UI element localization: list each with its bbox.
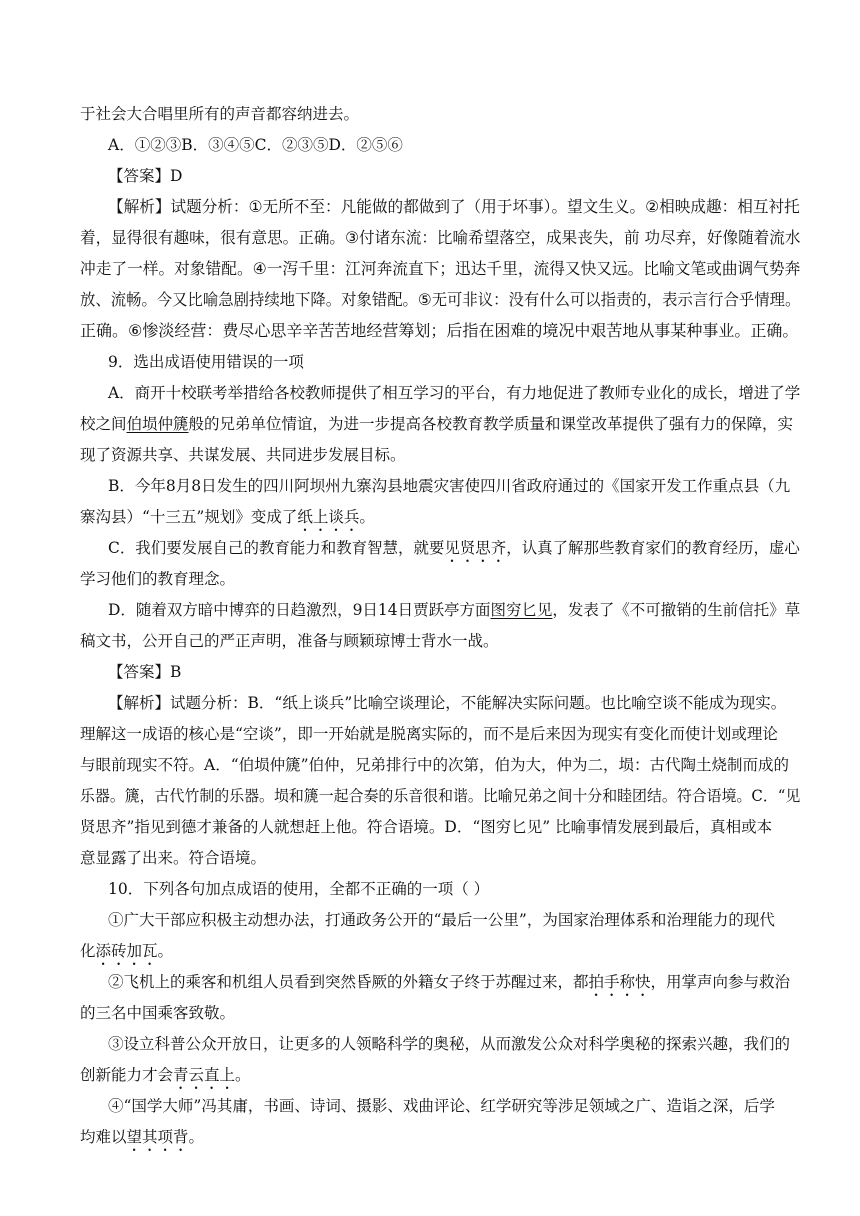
q9-option-a-line3: 现了资源共享、共谋发展、共同进步发展目标。 <box>80 446 406 464</box>
q9-stem: 9．选出成语使用错误的一项 <box>108 353 304 371</box>
q9-option-d-line2: 稿文书，公开自己的严正声明，准备与顾颖琼博士背水一战。 <box>80 632 499 650</box>
q8-analysis-line: 【解析】试题分析：①无所不至：凡能做的都做到了（用于坏事）。望文生义。②相映成趣：相互衬托 <box>108 197 800 216</box>
q9-explanation-line: 乐器。篪，古代竹制的乐器。埙和篪一起合奏的乐音很和谐。比喻兄弟之间十分和睦团结。符合语境。C．“见 <box>80 787 801 805</box>
q9-option-c-line2: 学习他们的教育理念。 <box>80 570 236 588</box>
q9-option-a-line2 <box>80 414 793 434</box>
dotted-idiom: 望其项背 <box>126 1128 189 1146</box>
text-run: 。 <box>188 1128 205 1146</box>
dotted-idiom: 纸上谈兵 <box>297 508 360 526</box>
q9-option-d <box>108 600 800 620</box>
q10-sentence-4: ④“国学大师”冯其庸，书画、诗词、摄影、戏曲评论、红学研究等涉足领域之广、造诣之深，后学 <box>108 1097 775 1115</box>
q10-sentence-4-line2 <box>80 1127 204 1155</box>
q9-option-b: B．今年8月8日发生的四川阿坝州九寨沟县地震灾害使四川省政府通过的《国家开发工作重点县（九 <box>108 477 791 495</box>
text-run: 寨沟县）“十三五”规划》变成了 <box>80 508 298 526</box>
dotted-idiom: 见贤思齐 <box>444 539 507 557</box>
q10-sentence-3-line2 <box>80 1065 251 1093</box>
text-run: ②飞机上的乘客和机组人员看到突然昏厥的外籍女子终于苏醒过来，都 <box>108 973 589 991</box>
text-run: 校之间 <box>80 415 127 433</box>
dotted-idiom: 添砖加瓦 <box>95 942 158 960</box>
dotted-idiom: 青云直上 <box>173 1066 236 1084</box>
text-run: 般的兄弟单位情谊，为进一步提高各校教育教学质量和课堂改革提供了强有力的保障，实 <box>188 415 794 433</box>
q10-sentence-2 <box>108 972 790 1000</box>
q8-answer: 【答案】D <box>108 167 183 185</box>
text-run: D．随着双方暗中博弈的日趋激烈，9日14日贾跃亭方面 <box>108 601 491 619</box>
text-run: 创新能力才会 <box>80 1066 174 1084</box>
q10-sentence-1: ①广大干部应积极主动想办法，打通政务公开的“最后一公里”，为国家治理体系和治理能力的现代 <box>108 911 775 929</box>
text-run: ，认真了解那些教育家们的教育经历，虚心 <box>506 539 800 557</box>
q9-option-c <box>108 538 800 566</box>
underlined-idiom: 伯埙仲篪 <box>126 415 189 433</box>
text-run: 。 <box>359 508 375 526</box>
q8-analysis-line: 正确。⑥惨淡经营：费尽心思辛辛苦苦地经营筹划；后指在困难的境况中艰苦地从事某种事业。正确。 <box>80 321 799 340</box>
dotted-idiom: 拍手称快 <box>588 973 651 991</box>
q8-analysis-line: 冲走了一样。对象错配。④一泻千里：江河奔流直下；迅达千里，流得又快又远。比喻文笔或曲调气势奔 <box>80 259 801 278</box>
q10-sentence-1-line2 <box>80 941 173 969</box>
text-run: C．我们要发展自己的教育能力和教育智慧，就要 <box>108 539 445 557</box>
q8-analysis-line: 着，显得很有趣味，很有意思。正确。③付诸东流：比喻希望落空，成果丧失，前 功尽弃，好像随着流水 <box>80 228 801 247</box>
text-run: 。 <box>157 942 174 960</box>
q9-explanation-line: 贤思齐”指见到德才兼备的人就想赶上他。符合语境。D．“图穷匕见” 比喻事情发展到最后，真相或本 <box>80 818 773 836</box>
text-run: 均难以 <box>80 1128 127 1146</box>
text-run: ，发表了《不可撤销的生前信托》草 <box>552 601 801 619</box>
q10-sentence-2-line2: 的三名中国乘客致敬。 <box>80 1004 236 1022</box>
q9-explanation-line: 【解析】试题分析：B．“纸上谈兵”比喻空谈理论，不能解决实际问题。也比喻空谈不能成为现实。 <box>108 694 787 712</box>
q9-option-a: A．商开十校联考举措给各校教师提供了相互学习的平台，有力地促进了教师专业化的成长，增进了学 <box>108 384 801 402</box>
q8-analysis-line: 放、流畅。今又比喻急剧持续地下降。对象错配。⑤无可非议：没有什么可以指责的，表示言行合乎情理。 <box>80 290 801 309</box>
underlined-idiom: 图穷匕见 <box>490 601 553 619</box>
text-run: ，用掌声向参与救治 <box>650 973 791 991</box>
q10-stem: 10．下列各句加点成语的使用，全都不正确的一项（ ） <box>108 880 490 898</box>
q9-explanation-line: 与眼前现实不符。A．“伯埙仲篪”伯仲，兄弟排行中的次第，伯为大，仲为二，埙：古代陶土烧制而成的 <box>80 756 790 774</box>
q9-explanation-line: 意显露了出来。符合语境。 <box>80 849 267 867</box>
q8-options: A．①②③B．③④⑤C．②③⑤D．②⑤⑥ <box>108 136 403 154</box>
text-run: 。 <box>235 1066 251 1084</box>
q9-answer: 【答案】B <box>108 663 182 681</box>
q9-explanation-line: 理解这一成语的核心是“空谈”，即一开始就是脱离实际的，而不是后来因为现实有变化而使计划或理论 <box>80 725 778 743</box>
q9-option-b-line2 <box>80 507 375 535</box>
text-run: 化 <box>80 942 96 960</box>
q10-sentence-3: ③设立科普公众开放日，让更多的人领略科学的奥秘，从而激发公众对科学奥秘的探索兴趣，我们的 <box>108 1035 791 1053</box>
continuation-line: 于社会大合唱里所有的声音都容纳进去。 <box>80 105 360 123</box>
